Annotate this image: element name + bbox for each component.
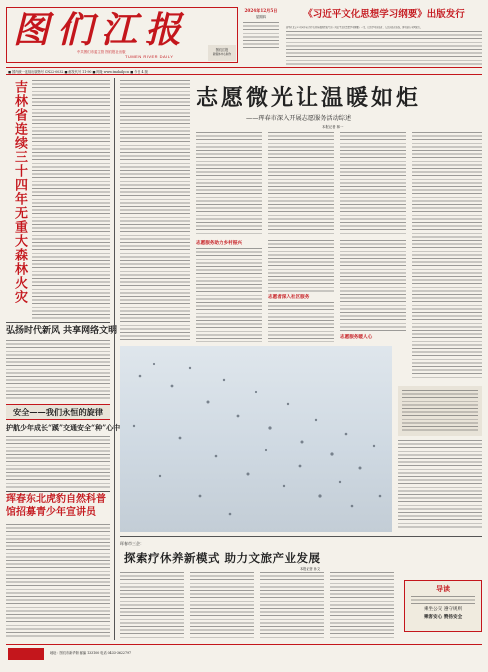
date-box	[240, 8, 282, 62]
left-divider-1	[6, 322, 110, 323]
masthead-title: 图们江报	[13, 9, 190, 51]
masthead-latin: TUMEN RIVER DAILY	[125, 54, 174, 59]
masthead	[6, 7, 238, 63]
left-safety-box	[6, 404, 110, 420]
left-item2-text	[6, 340, 110, 400]
left-item2-title: 弘扬时代新风 共享网络文明	[6, 326, 118, 336]
guide-text	[411, 596, 475, 604]
promo-sub: 新媒体中心制作	[212, 53, 232, 56]
story-col-c	[268, 132, 334, 236]
story-col-e2	[398, 440, 482, 530]
info-bar-rule-bottom	[6, 74, 482, 75]
masthead-subtitle: 中共图们市委主管 图们报社出版	[77, 50, 126, 54]
story-col-b	[196, 132, 262, 236]
guide-label: 导读	[436, 584, 450, 593]
story-col-d2	[340, 240, 406, 332]
left-safety-box-title: 安全——我们永恒的旋律	[12, 407, 104, 417]
top-banner-title: 《习近平文化思想学习纲要》出版发行	[303, 9, 465, 20]
lead-photo-birds	[120, 346, 392, 532]
bottom-col-2	[190, 572, 254, 638]
bottom-story-rule	[120, 536, 482, 537]
left-item4-text	[6, 524, 110, 638]
footer-logo	[8, 648, 44, 660]
lead-byline: 本报记者 林一	[322, 125, 344, 129]
info-bar: ■ 国内统一连续出版物号 CN22-0032 ■ 邮发代号 11-90 ■ 网址 www.tmdaily.cn ■ 今日 4 版	[8, 70, 148, 74]
bottom-story-kicker: 珲春市三企：	[120, 541, 144, 546]
guide-box	[404, 580, 482, 632]
left-column	[6, 78, 121, 638]
lead-subtitle: ——珲春市深入开展志愿服务活动综述	[246, 115, 352, 122]
date-box-text	[243, 22, 279, 48]
story-col-c3	[268, 302, 334, 342]
bottom-col-4	[330, 572, 394, 638]
story-col-a	[120, 80, 190, 342]
section-head-2: 志愿者深入社区服务	[268, 295, 310, 300]
footer-rule	[6, 644, 482, 645]
section-head-1: 志愿服务助力乡村振兴	[196, 241, 242, 246]
photo-caption-text	[402, 390, 478, 432]
story-col-b2	[196, 248, 262, 342]
story-col-d	[340, 132, 406, 236]
left-vertical-story-text	[32, 80, 110, 320]
bottom-story-title: 探索疗休养新模式 助力文旅产业发展	[124, 551, 321, 565]
promo-title: 图们江报	[215, 48, 229, 52]
left-item3-text	[6, 436, 110, 488]
section-head-3: 志愿服务暖人心	[340, 335, 373, 340]
issue-weekday: 星期四	[255, 15, 267, 19]
info-bar-rule	[6, 67, 482, 68]
left-vertical-title: 吉林省连续三十四年无重大森林火灾	[12, 80, 27, 304]
top-banner	[286, 8, 482, 64]
story-col-c2	[268, 240, 334, 292]
issue-date: 2024年12月5日	[244, 8, 278, 13]
left-divider-2	[6, 491, 110, 492]
column-separator	[114, 78, 115, 640]
bottom-col-3	[260, 572, 324, 638]
photo-caption-box	[398, 386, 482, 436]
promo-box	[208, 45, 236, 61]
guide-line-1: 乘坐公交 遵守规则	[423, 607, 463, 612]
guide-line-2: 乘客安心 赞扬安全	[423, 615, 463, 620]
left-item4-title: 珲春东北虎豹自然科普馆招募青少年宣讲员	[6, 494, 106, 518]
bottom-story-byline: 本报记者 孙文	[300, 567, 321, 571]
story-col-e	[412, 132, 482, 380]
top-banner-text	[286, 31, 482, 65]
lead-title: 志愿微光让温暖如炬	[196, 85, 422, 111]
left-item3-title: 护航少年成长“蹊”交通安全“种”心中	[6, 423, 121, 432]
bottom-col-1	[120, 572, 184, 638]
lead-photo	[120, 346, 392, 532]
top-banner-body: 新华社北京12月4日电 由中央宣传部组织编写的《习近平文化思想学习纲要》一书，已由学习出版社、人民出版社出版，即日起在全国发行。	[286, 26, 423, 29]
footer-text: 地址：图们市新华街 邮编 133100 电话 0433-3622797	[50, 651, 132, 655]
